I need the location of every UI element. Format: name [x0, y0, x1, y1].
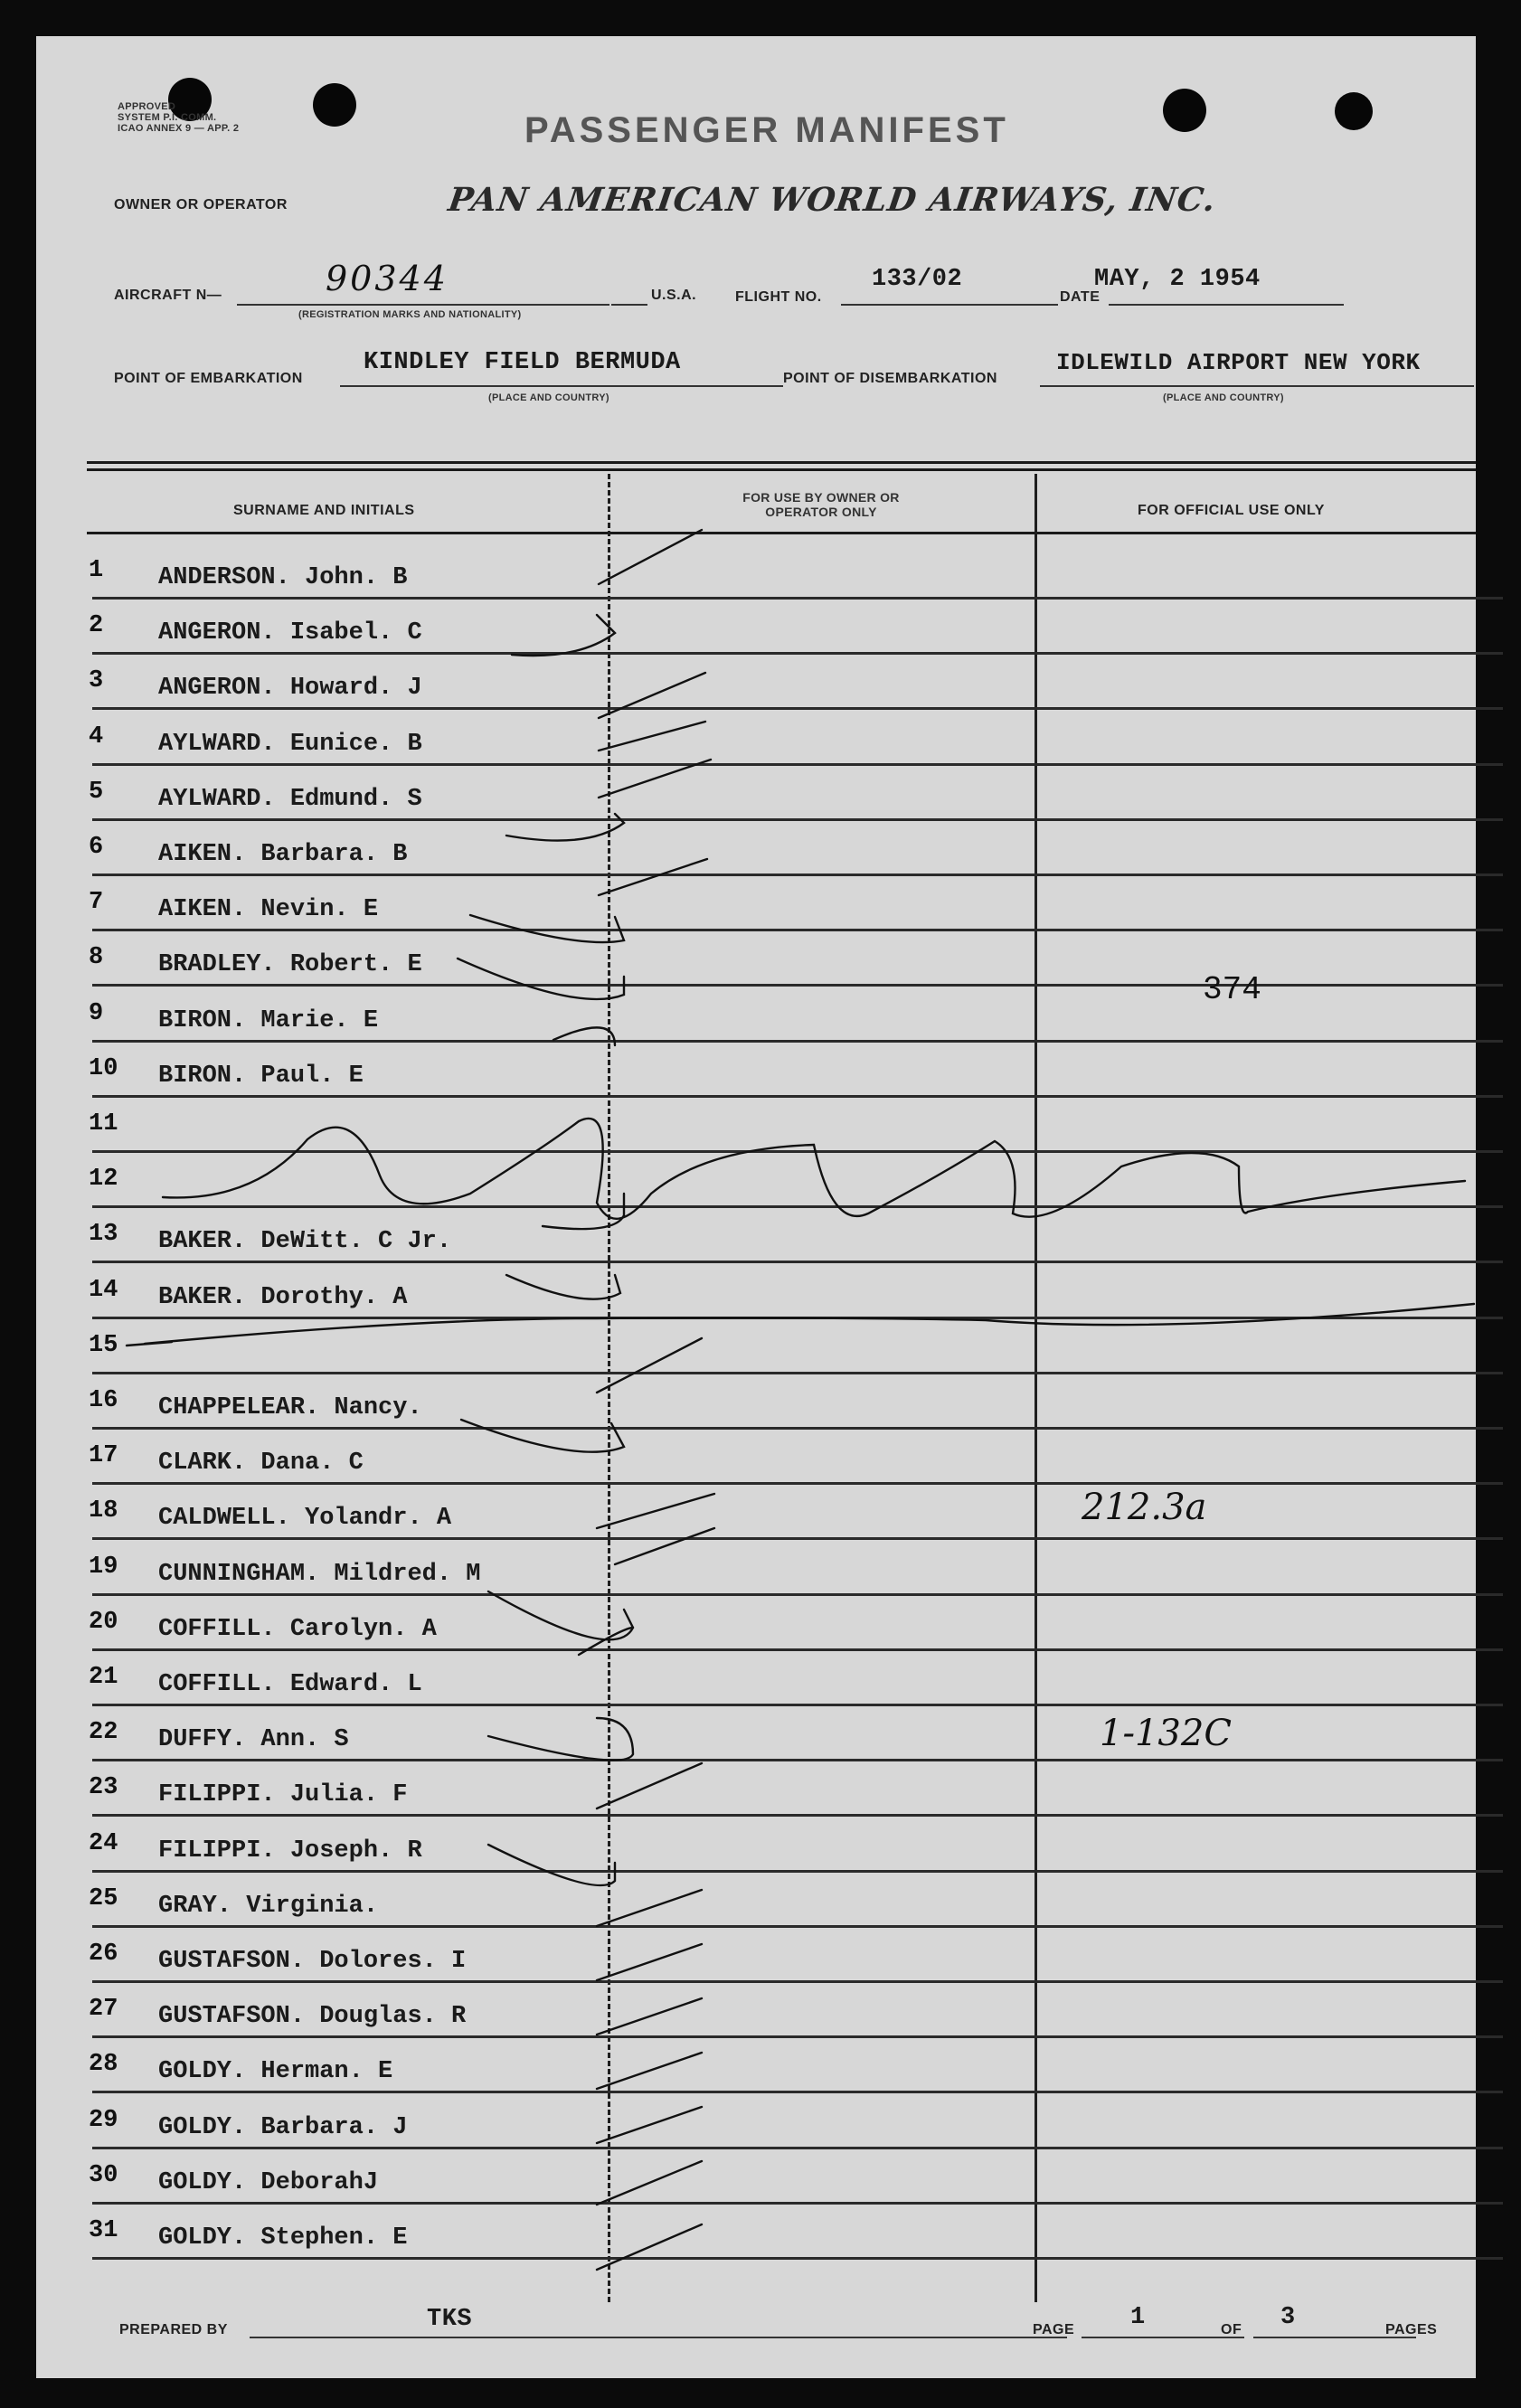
passenger-name: AYLWARD. Edmund. S — [158, 785, 422, 813]
row-number: 10 — [89, 1054, 118, 1082]
prepared-by-value: TKS — [427, 2306, 473, 2333]
row-number: 22 — [89, 1719, 118, 1747]
passenger-name: AIKEN. Nevin. E — [158, 896, 379, 924]
row-number: 14 — [89, 1276, 118, 1304]
passenger-name: BAKER. Dorothy. A — [158, 1283, 408, 1311]
row-number: 4 — [89, 722, 104, 751]
passenger-name: COFFILL. Edward. L — [158, 1671, 422, 1698]
passenger-name: AYLWARD. Eunice. B — [158, 730, 422, 758]
official-note-row-18: 212.3a — [1082, 1487, 1207, 1528]
handwritten-check-marks — [36, 36, 1476, 2378]
passenger-name: CLARK. Dana. C — [158, 1450, 364, 1478]
aircraft-number: 90344 — [326, 259, 449, 298]
passenger-name: AIKEN. Barbara. B — [158, 841, 408, 868]
usa-label: U.S.A. — [651, 288, 697, 303]
row-number: 9 — [89, 999, 104, 1027]
column-header-official: FOR OFFICIAL USE ONLY — [1138, 503, 1325, 518]
row-number: 3 — [89, 667, 104, 695]
passenger-name: GUSTAFSON. Douglas. R — [158, 2003, 467, 2031]
page-title: PASSENGER MANIFEST — [524, 110, 1009, 150]
disembarkation-place: IDLEWILD AIRPORT NEW YORK — [1056, 349, 1421, 376]
passenger-name: GOLDY. Stephen. E — [158, 2224, 408, 2252]
row-number: 5 — [89, 778, 104, 806]
disembarkation-caption: (PLACE AND COUNTRY) — [1163, 392, 1284, 403]
embarkation-label: POINT OF EMBARKATION — [114, 371, 303, 386]
row-number: 29 — [89, 2106, 118, 2134]
passenger-name: CALDWELL. Yolandr. A — [158, 1505, 452, 1533]
manifest-sheet — [36, 36, 1476, 2378]
passenger-name: BIRON. Paul. E — [158, 1062, 364, 1090]
passenger-name: DUFFY. Ann. S — [158, 1726, 349, 1754]
row-number: 13 — [89, 1221, 118, 1249]
passenger-name: ANDERSON. John. B — [158, 564, 408, 591]
page-total: 3 — [1280, 2304, 1296, 2331]
passenger-name: GOLDY. Barbara. J — [158, 2113, 408, 2141]
official-note-row-22: 1-132C — [1100, 1713, 1232, 1754]
passenger-name: BRADLEY. Robert. E — [158, 951, 422, 979]
passenger-name: ANGERON. Isabel. C — [158, 619, 422, 647]
page-underline — [1082, 2337, 1244, 2338]
passenger-name: ANGERON. Howard. J — [158, 675, 422, 703]
column-header-owner-use: FOR USE BY OWNER OR OPERATOR ONLY — [742, 490, 900, 519]
of-label: OF — [1221, 2322, 1242, 2337]
registration-caption: (REGISTRATION MARKS AND NATIONALITY) — [298, 309, 522, 320]
row-number: 18 — [89, 1497, 118, 1525]
row-number: 27 — [89, 1996, 118, 2024]
passenger-name: COFFILL. Carolyn. A — [158, 1615, 437, 1643]
row-number: 7 — [89, 889, 104, 917]
disembarkation-label: POINT OF DISEMBARKATION — [783, 371, 997, 386]
row-number: 11 — [89, 1110, 118, 1138]
passenger-name: GUSTAFSON. Dolores. I — [158, 1948, 467, 1975]
passenger-name: FILIPPI. Julia. F — [158, 1781, 408, 1809]
prepared-by-label: PREPARED BY — [119, 2322, 228, 2337]
prepared-by-underline — [250, 2337, 1067, 2338]
column-header-surname: SURNAME AND INITIALS — [233, 503, 415, 518]
row-number: 30 — [89, 2161, 118, 2189]
pages-label: PAGES — [1385, 2322, 1438, 2337]
approval-line-2: SYSTEM P.I. COMM. — [118, 112, 217, 123]
row-number: 26 — [89, 1941, 118, 1968]
date-label: DATE — [1060, 289, 1101, 305]
row-number: 20 — [89, 1608, 118, 1636]
row-number: 17 — [89, 1442, 118, 1470]
row-number: 31 — [89, 2217, 118, 2244]
official-note-row-9: 374 — [1203, 971, 1261, 1008]
page-label: PAGE — [1033, 2322, 1075, 2337]
row-number: 8 — [89, 944, 104, 972]
passenger-name: CUNNINGHAM. Mildred. M — [158, 1560, 481, 1588]
row-number: 2 — [89, 612, 104, 640]
flight-date: MAY, 2 1954 — [1094, 266, 1261, 293]
row-number: 28 — [89, 2051, 118, 2079]
row-number: 15 — [89, 1331, 118, 1359]
embarkation-caption: (PLACE AND COUNTRY) — [488, 392, 609, 403]
row-number: 21 — [89, 1664, 118, 1691]
row-number: 19 — [89, 1553, 118, 1581]
passenger-name: BIRON. Marie. E — [158, 1006, 379, 1034]
row-number: 24 — [89, 1829, 118, 1857]
owner-label: OWNER OR OPERATOR — [114, 197, 288, 212]
passenger-name: GOLDY. DeborahJ — [158, 2168, 379, 2196]
aircraft-label: AIRCRAFT N— — [114, 288, 222, 303]
passenger-name: BAKER. DeWitt. C Jr. — [158, 1228, 452, 1256]
row-number: 6 — [89, 834, 104, 861]
page-number: 1 — [1130, 2304, 1146, 2331]
row-number: 23 — [89, 1774, 118, 1802]
row-number: 12 — [89, 1166, 118, 1194]
approval-line-1: APPROVED — [118, 101, 176, 112]
flight-number: 133/02 — [872, 266, 963, 293]
passenger-name: CHAPPELEAR. Nancy. — [158, 1394, 422, 1421]
passenger-name: FILIPPI. Joseph. R — [158, 1837, 422, 1865]
row-number: 25 — [89, 1884, 118, 1912]
embarkation-place: KINDLEY FIELD BERMUDA — [364, 349, 681, 376]
operator-name: PAN AMERICAN WORLD AIRWAYS, INC. — [446, 181, 1219, 219]
passenger-name: GOLDY. Herman. E — [158, 2058, 393, 2086]
approval-line-3: ICAO ANNEX 9 — APP. 2 — [118, 123, 240, 134]
row-number: 16 — [89, 1387, 118, 1414]
row-number: 1 — [89, 557, 104, 584]
passenger-name: GRAY. Virginia. — [158, 1892, 379, 1920]
flight-label: FLIGHT NO. — [735, 289, 822, 305]
